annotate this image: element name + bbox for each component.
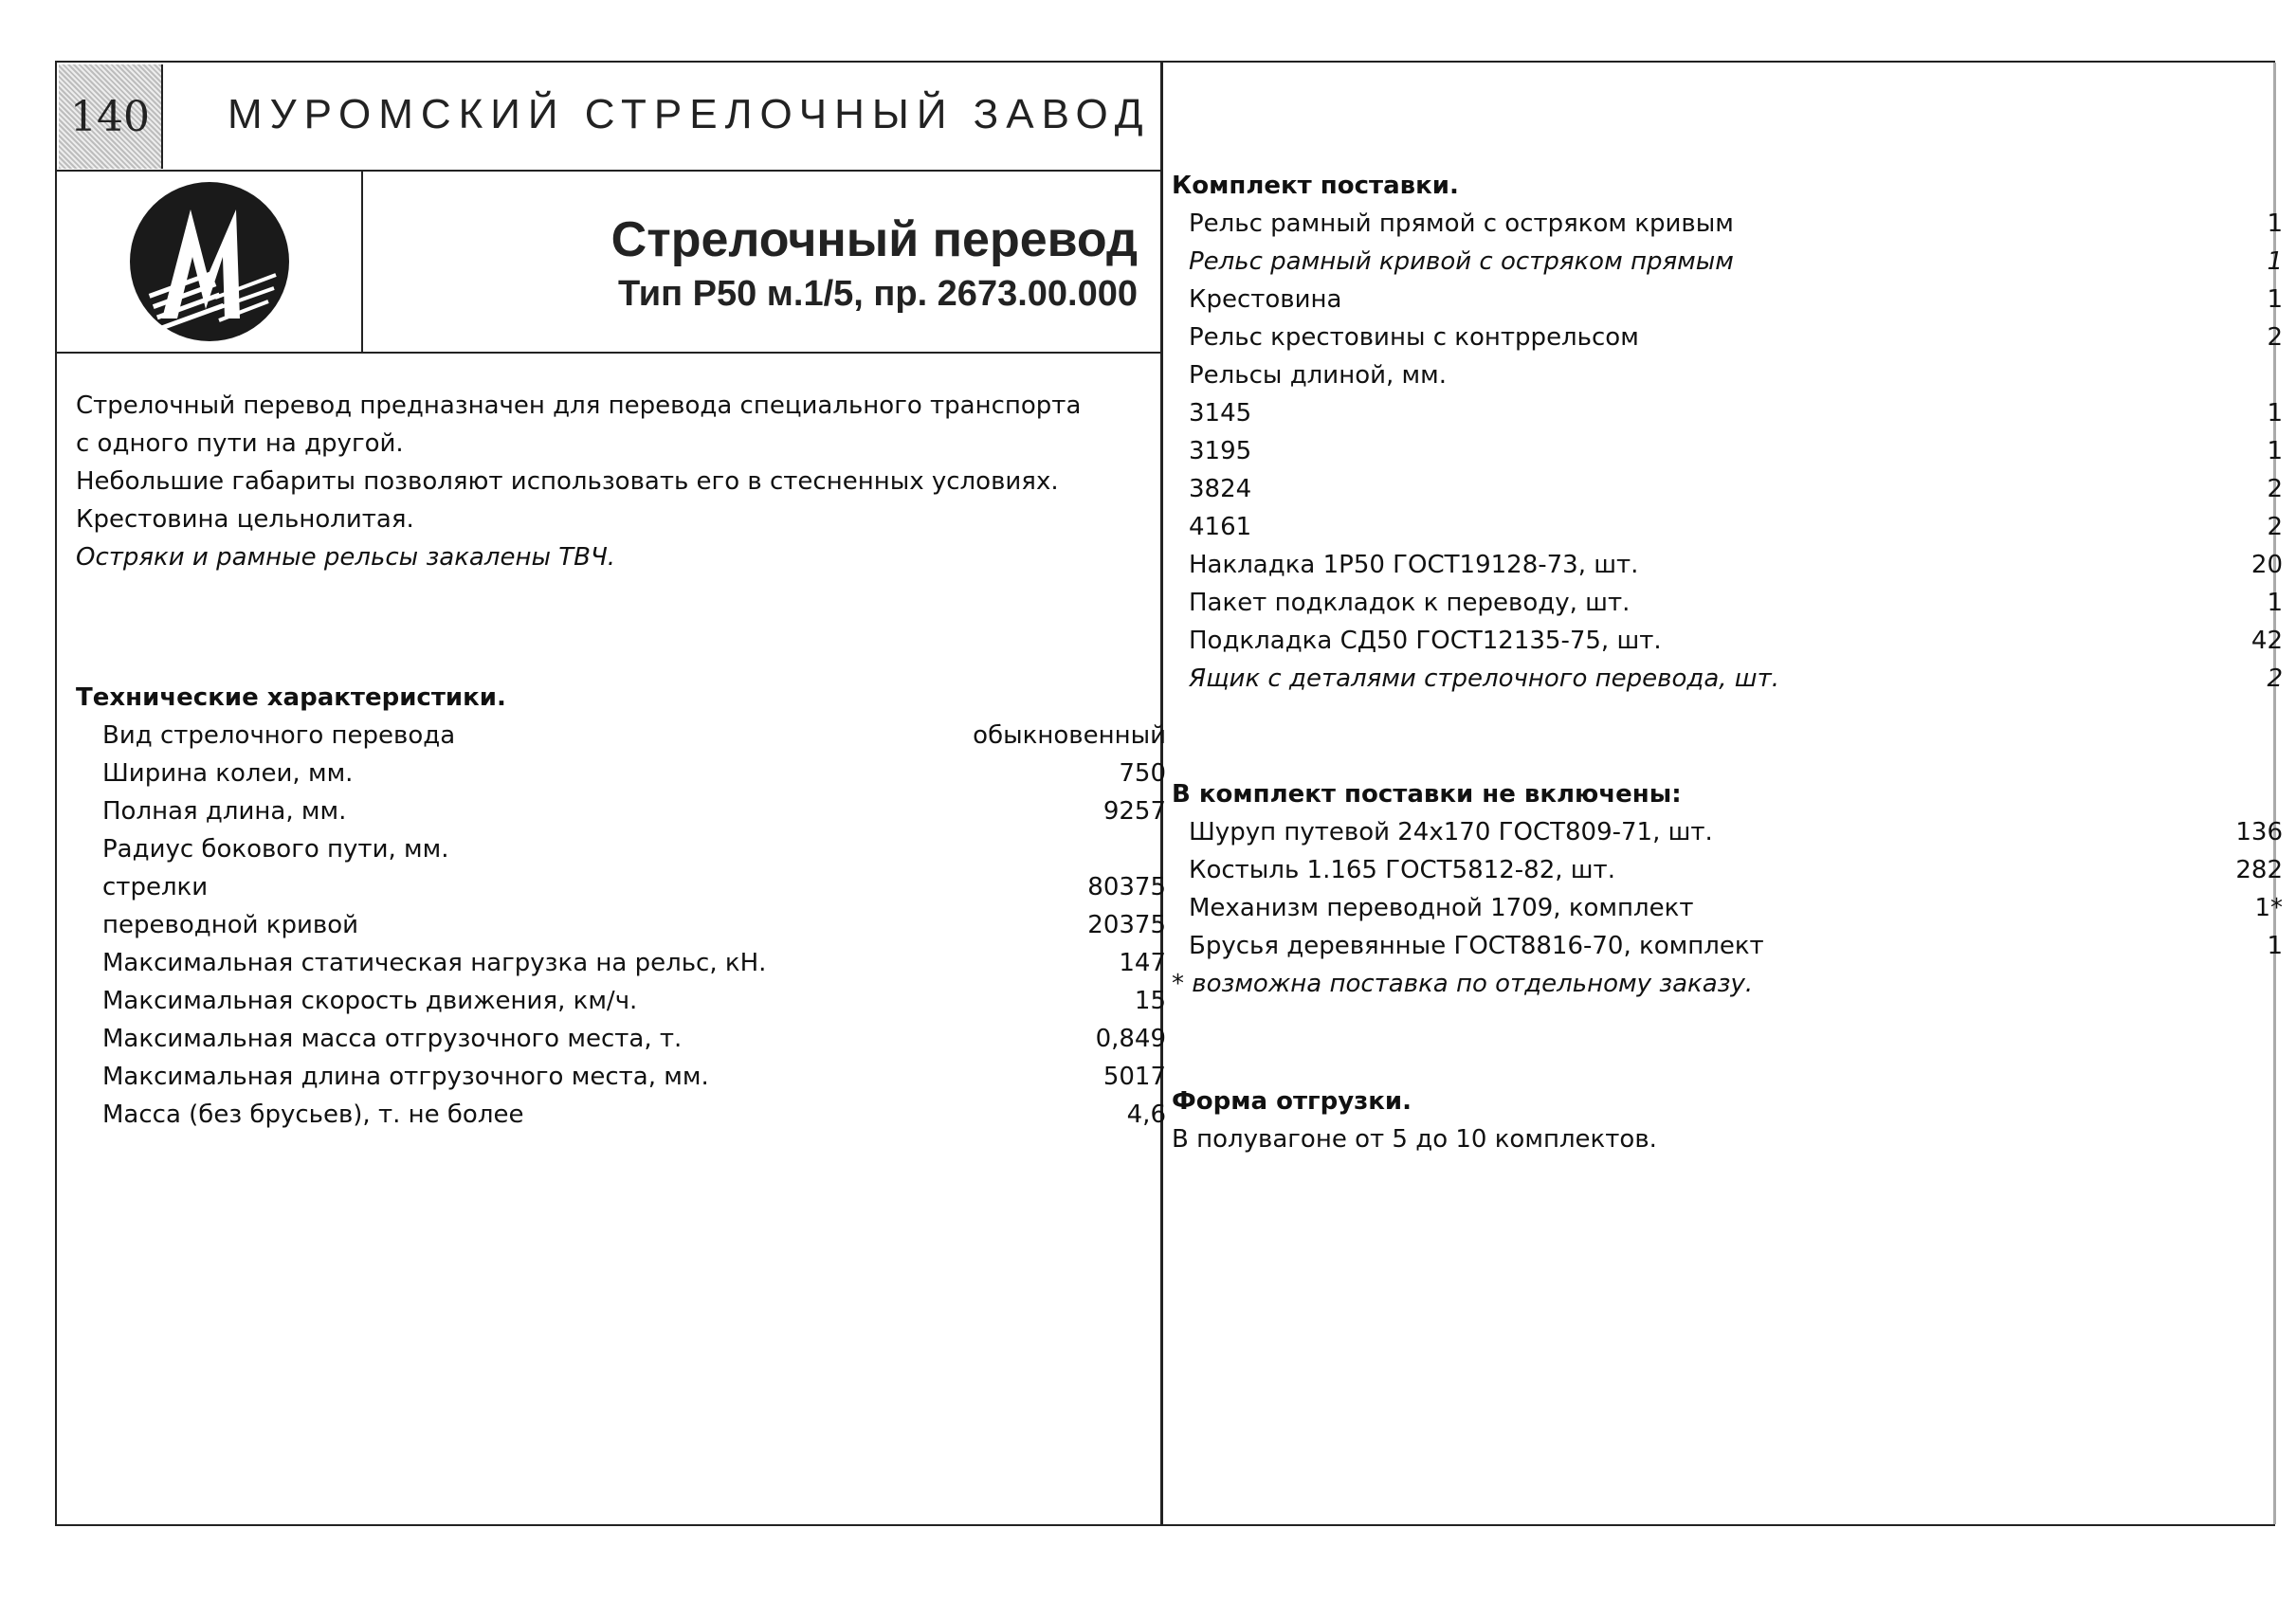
spec-value: обыкновенный <box>973 721 1166 750</box>
title-divider <box>57 352 1160 354</box>
excluded-row <box>1189 889 2283 927</box>
description-line: с одного пути на другой. <box>76 429 404 458</box>
description-line: Крестовина цельнолитая. <box>76 505 414 534</box>
kit-label: Накладка 1Р50 ГОСТ19128-73, шт. <box>1189 551 1639 579</box>
kit-row <box>1189 205 2283 243</box>
spec-row <box>102 868 1166 906</box>
excluded-row <box>1189 927 2283 965</box>
spec-label: Максимальная масса отгрузочного места, т. <box>102 1025 683 1053</box>
kit-label: Рельс рамный кривой с остряком прямым <box>1189 247 1734 276</box>
kit-label: Ящик с деталями стрелочного перевода, шт. <box>1189 664 1779 693</box>
kit-row <box>1189 356 2283 394</box>
kit-qty: 2 <box>2267 323 2283 352</box>
kit-label: 3195 <box>1189 437 1252 465</box>
not-included-title: В комплект поставки не включены: <box>1172 780 1682 809</box>
spec-label: переводной кривой <box>102 911 359 939</box>
spec-value: 4,6 <box>1126 1101 1166 1129</box>
spec-label: Радиус бокового пути, мм. <box>102 835 449 864</box>
kit-qty: 1 <box>2267 209 2283 238</box>
kit-row <box>1189 470 2283 508</box>
kit-qty: 2 <box>2267 664 2283 693</box>
kit-qty: 1 <box>2267 247 2283 276</box>
product-title: Стрелочный перевод <box>610 212 1138 267</box>
kit-label: Крестовина <box>1189 285 1342 314</box>
spec-row <box>102 717 1166 755</box>
spec-label: стрелки <box>102 873 209 901</box>
technical-list <box>102 717 1166 1134</box>
footnote: * возможна поставка по отдельному заказу. <box>1172 970 1754 998</box>
excluded-qty: 1 <box>2267 932 2283 960</box>
description-line: Небольшие габариты позволяют использовать его в стесненных условиях. <box>76 467 1059 496</box>
spec-value: 80375 <box>1087 873 1166 901</box>
kit-label: Пакет подкладок к переводу, шт. <box>1189 589 1631 617</box>
spec-row <box>102 1020 1166 1058</box>
shipping-text: В полувагоне от 5 до 10 комплектов. <box>1172 1125 1657 1154</box>
factory-name: МУРОМСКИЙ СТРЕЛОЧНЫЙ ЗАВОД <box>228 91 1151 137</box>
excluded-label: Брусья деревянные ГОСТ8816-70, комплект <box>1189 932 1764 960</box>
excluded-label: Механизм переводной 1709, комплект <box>1189 894 1694 922</box>
spec-value: 20375 <box>1087 911 1166 939</box>
description <box>76 387 1147 576</box>
excluded-qty: 136 <box>2235 818 2283 846</box>
spec-value: 9257 <box>1102 797 1166 826</box>
excluded-row <box>1189 851 2283 889</box>
delivery-kit-title: Комплект поставки. <box>1172 172 1459 200</box>
kit-label: Рельс рамный прямой с остряком кривым <box>1189 209 1734 238</box>
kit-label: 4161 <box>1189 513 1252 541</box>
spec-label: Полная длина, мм. <box>102 797 347 826</box>
page-number: 140 <box>59 64 163 169</box>
title-box <box>365 172 1157 352</box>
kit-row <box>1189 584 2283 622</box>
excluded-qty: 1* <box>2254 894 2283 922</box>
spec-value: 15 <box>1134 987 1166 1015</box>
kit-row <box>1189 318 2283 356</box>
spec-label: Ширина колеи, мм. <box>102 759 354 788</box>
description-line: Стрелочный перевод предназначен для перевода специального транспорта <box>76 391 1082 420</box>
spec-row <box>102 792 1166 830</box>
spec-label: Максимальная скорость движения, км/ч. <box>102 987 638 1015</box>
spec-row <box>102 1058 1166 1096</box>
muromsky-factory-logo-icon <box>124 176 295 347</box>
excluded-qty: 282 <box>2235 856 2283 884</box>
product-subtitle: Тип Р50 м.1/5, пр. 2673.00.000 <box>617 274 1138 314</box>
kit-row <box>1189 281 2283 318</box>
kit-row <box>1189 243 2283 281</box>
spec-label: Максимальная длина отгрузочного места, мм. <box>102 1063 709 1091</box>
spec-label: Масса (без брусьев), т. не более <box>102 1101 524 1129</box>
kit-qty: 1 <box>2267 399 2283 428</box>
spec-value: 147 <box>1119 949 1166 977</box>
kit-qty: 2 <box>2267 475 2283 503</box>
spec-row <box>102 906 1166 944</box>
kit-label: Подкладка СД50 ГОСТ12135-75, шт. <box>1189 627 1662 655</box>
kit-qty: 42 <box>2250 627 2283 655</box>
spec-row <box>102 1096 1166 1134</box>
kit-label: 3145 <box>1189 399 1252 428</box>
spec-label: Вид стрелочного перевода <box>102 721 456 750</box>
kit-qty: 20 <box>2250 551 2283 579</box>
spec-value: 5017 <box>1102 1063 1166 1091</box>
excluded-row <box>1189 813 2283 851</box>
spec-value: 0,849 <box>1095 1025 1166 1053</box>
spec-row <box>102 830 1166 868</box>
not-included-list <box>1189 813 2283 965</box>
spec-row <box>102 755 1166 792</box>
spec-value: 750 <box>1119 759 1166 788</box>
spec-row <box>102 944 1166 982</box>
delivery-kit-list <box>1189 205 2283 698</box>
shipping-title: Форма отгрузки. <box>1172 1087 1412 1116</box>
excluded-label: Костыль 1.165 ГОСТ5812-82, шт. <box>1189 856 1615 884</box>
kit-label: Рельсы длиной, мм. <box>1189 361 1448 390</box>
technical-title: Технические характеристики. <box>76 683 506 712</box>
kit-row <box>1189 508 2283 546</box>
kit-qty: 2 <box>2267 513 2283 541</box>
kit-row <box>1189 660 2283 698</box>
spec-row <box>102 982 1166 1020</box>
kit-label: 3824 <box>1189 475 1252 503</box>
catalog-sheet <box>55 61 2283 1526</box>
kit-row <box>1189 432 2283 470</box>
kit-row <box>1189 622 2283 660</box>
spec-label: Максимальная статическая нагрузка на рельс, кН. <box>102 949 767 977</box>
kit-qty: 1 <box>2267 285 2283 314</box>
kit-qty: 1 <box>2267 437 2283 465</box>
excluded-label: Шуруп путевой 24х170 ГОСТ809-71, шт. <box>1189 818 1713 846</box>
kit-qty: 1 <box>2267 589 2283 617</box>
description-line: Остряки и рамные рельсы закалены ТВЧ. <box>76 543 616 572</box>
logo-box <box>57 172 363 352</box>
kit-label: Рельс крестовины с контррельсом <box>1189 323 1639 352</box>
kit-row <box>1189 394 2283 432</box>
kit-row <box>1189 546 2283 584</box>
